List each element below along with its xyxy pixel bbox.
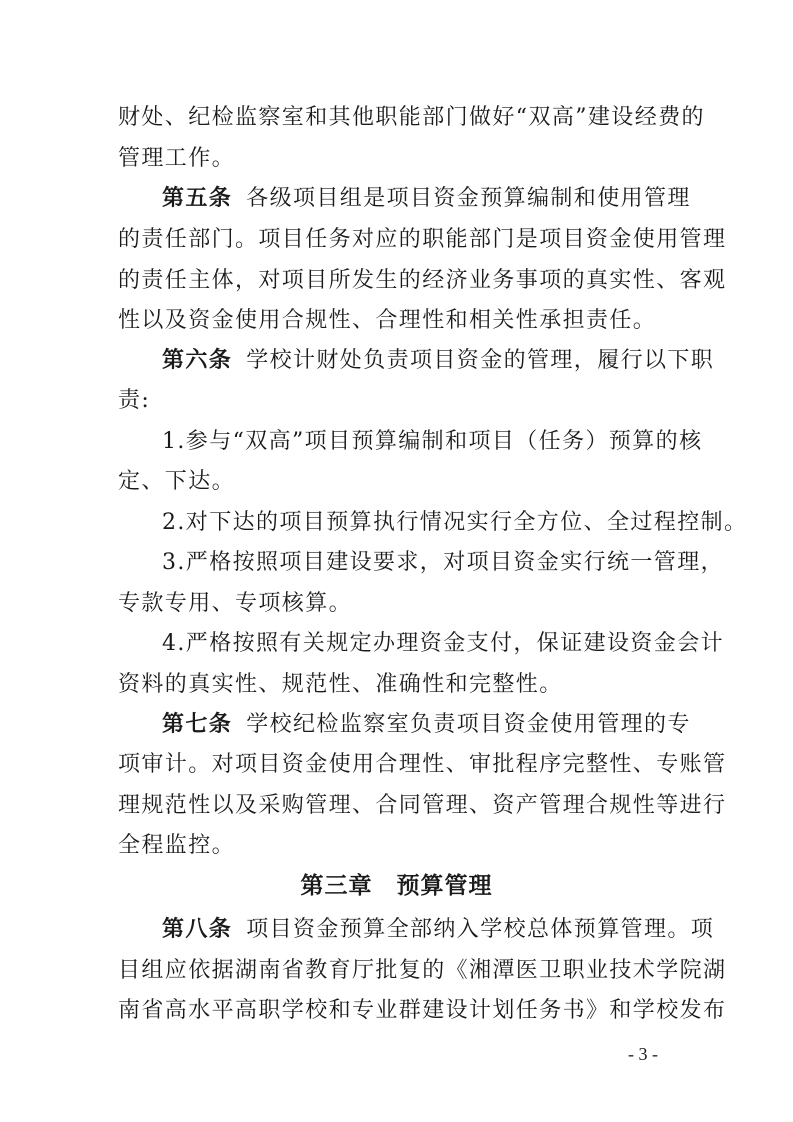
text-line: 资料的真实性、规范性、准确性和完整性。: [118, 672, 563, 697]
text-line: 理规范性以及采购管理、合同管理、资产管理合规性等进行: [118, 793, 727, 818]
text-line: 管理工作。: [118, 146, 236, 171]
list-item-2: 2.对下达的项目预算执行情况实行全方位、全过程控制。: [162, 510, 748, 535]
text-line: 目组应依据湖南省教育厅批复的《湘潭医卫职业技术学院湖: [118, 958, 727, 983]
text-line: 财处、纪检监察室和其他职能部门做好“双高”建设经费的: [118, 105, 705, 130]
article-8-paragraph: [162, 915, 722, 945]
text-line: 责:: [118, 388, 151, 413]
text-line: 性以及资金使用合规性、合理性和相关性承担责任。: [118, 308, 657, 333]
list-item-1: 1.参与“双高”项目预算编制和项目（任务）预算的核: [162, 429, 703, 454]
article-7-heading: 第七条: [162, 712, 233, 737]
text-line: 的责任主体，对项目所发生的经济业务事项的真实性、客观: [118, 268, 727, 293]
list-item-4: 4.严格按照有关规定办理资金支付，保证建设资金会计: [162, 631, 724, 656]
text-line: 项审计。对项目资金使用合理性、审批程序完整性、专账管: [118, 752, 727, 777]
text-line: 定、下达。: [118, 469, 236, 494]
text-line: 的责任部门。项目任务对应的职能部门是项目资金使用管理: [118, 227, 727, 252]
text-line: 学校纪检监察室负责项目资金使用管理的专: [246, 712, 691, 737]
text-line: 全程监控。: [118, 833, 236, 858]
page-number: - 3 -: [628, 1044, 658, 1064]
text-line: 专款专用、专项核算。: [118, 591, 353, 616]
text-line: 各级项目组是项目资金预算编制和使用管理: [246, 186, 691, 211]
text-line: 学校计财处负责项目资金的管理，履行以下职: [246, 348, 715, 373]
article-6-heading: 第六条: [162, 348, 233, 373]
text-line: 项目资金预算全部纳入学校总体预算管理。项: [246, 917, 715, 942]
article-5-heading: 第五条: [162, 186, 233, 211]
list-item-3: 3.严格按照项目建设要求，对项目资金实行统一管理，: [162, 550, 724, 575]
article-6-paragraph: [162, 346, 722, 376]
text-line: 南省高水平高职学校和专业群建设计划任务书》和学校发布: [118, 998, 727, 1023]
article-7-paragraph: [162, 710, 722, 740]
article-5-paragraph: [162, 184, 722, 214]
chapter-title: 第三章 预算管理: [300, 873, 493, 899]
article-8-heading: 第八条: [162, 917, 233, 942]
